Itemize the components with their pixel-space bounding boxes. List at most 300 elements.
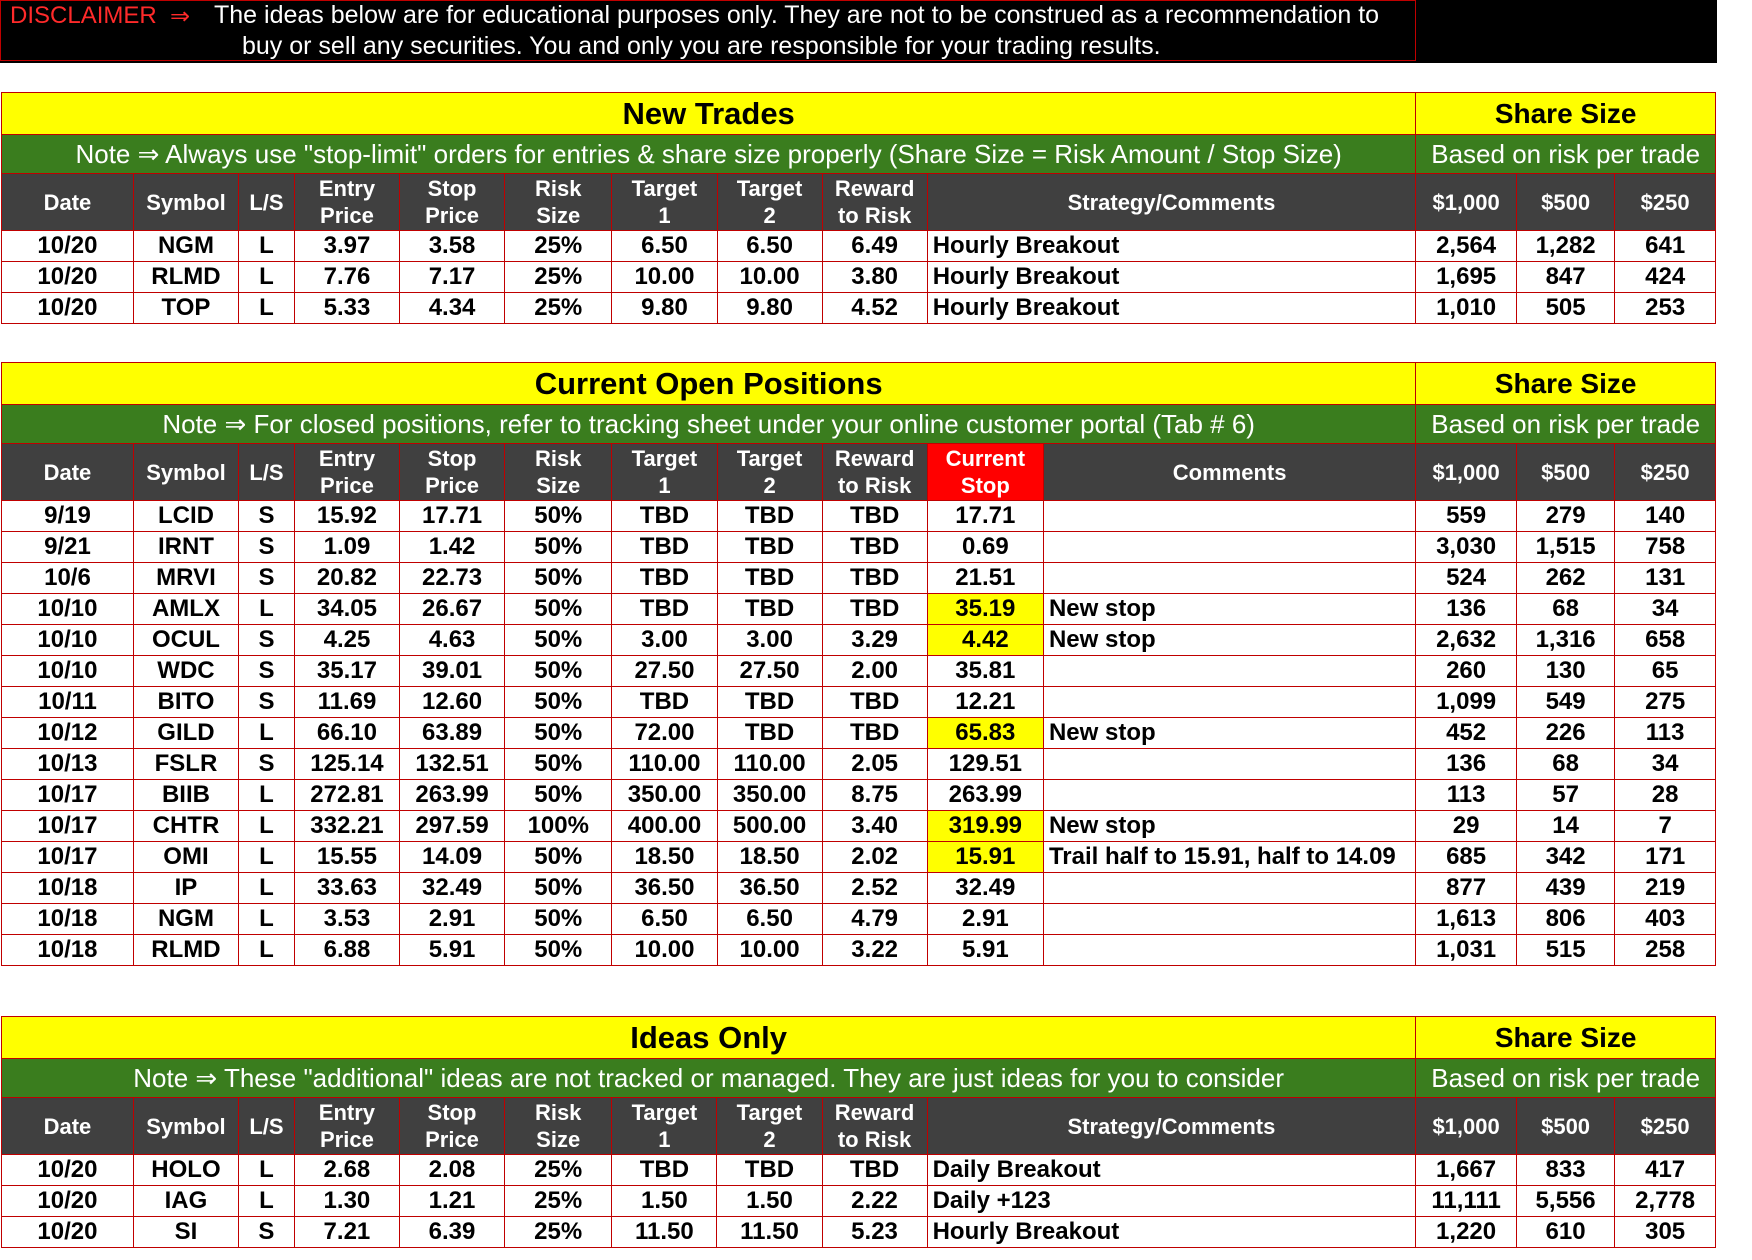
cell-date: 10/20 <box>2 231 134 262</box>
header-entry-price-line-1: Entry <box>318 1100 376 1125</box>
header-target-1-line-2: 1 <box>658 473 671 498</box>
disclaimer-bar <box>0 0 1717 63</box>
cell-comments: New stop <box>1043 625 1415 656</box>
cell-comments <box>1043 687 1415 718</box>
header-strategy-comments: Strategy/Comments <box>927 1098 1416 1155</box>
cell-shares-500: 342 <box>1516 842 1614 873</box>
cell-date: 10/20 <box>2 262 134 293</box>
header-current-stop-line-1: Current <box>945 446 1026 471</box>
cell-shares-250: 758 <box>1615 532 1716 563</box>
new-trades-note: Note ⇒ Always use "stop-limit" orders for entries & share size properly (Share Size = Risk Amount / Stop Size) <box>2 135 1416 174</box>
header-long-short: L/S <box>239 174 295 231</box>
cell-current-stop: 35.81 <box>927 656 1043 687</box>
cell-entry-price: 35.17 <box>294 656 399 687</box>
cell-risk-size: 50% <box>505 687 612 718</box>
cell-reward-to-risk: 4.79 <box>822 904 927 935</box>
cell-shares-1000: 1,010 <box>1416 293 1517 324</box>
header-reward-to-risk-line-2: to Risk <box>837 1127 912 1152</box>
cell-reward-to-risk: TBD <box>822 563 927 594</box>
header-target-1-line-2: 1 <box>658 1127 671 1152</box>
cell-reward-to-risk: TBD <box>822 594 927 625</box>
cell-stop-price: 3.58 <box>400 231 505 262</box>
cell-shares-250: 28 <box>1615 780 1716 811</box>
cell-entry-price: 4.25 <box>294 625 399 656</box>
cell-shares-1000: 559 <box>1416 501 1517 532</box>
header-date: Date <box>2 1098 134 1155</box>
cell-shares-250: 275 <box>1615 687 1716 718</box>
cell-entry-price: 20.82 <box>294 563 399 594</box>
share-size-title: Share Size <box>1416 93 1716 135</box>
cell-symbol: FSLR <box>133 749 238 780</box>
cell-entry-price: 6.88 <box>294 935 399 966</box>
cell-date: 10/20 <box>2 1155 134 1186</box>
cell-shares-500: 505 <box>1516 293 1614 324</box>
cell-target-2: TBD <box>717 563 822 594</box>
header-target-1-line-1: Target <box>631 176 698 201</box>
cell-target-2: 36.50 <box>717 873 822 904</box>
cell-reward-to-risk: 2.22 <box>822 1186 927 1217</box>
header-risk-size-line-1: Risk <box>534 1100 582 1125</box>
cell-risk-size: 50% <box>505 842 612 873</box>
cell-risk-size: 50% <box>505 904 612 935</box>
cell-risk-size: 50% <box>505 749 612 780</box>
header-reward-to-risk <box>822 444 927 501</box>
cell-symbol: IRNT <box>133 532 238 563</box>
cell-shares-500: 14 <box>1516 811 1614 842</box>
cell-risk-size: 25% <box>505 1217 612 1248</box>
cell-shares-1000: 3,030 <box>1416 532 1517 563</box>
header-target-2-line-1: Target <box>736 176 803 201</box>
share-size-title: Share Size <box>1416 363 1716 405</box>
cell-risk-size: 50% <box>505 563 612 594</box>
cell-long-short: L <box>239 718 295 749</box>
header-stop-price <box>400 444 505 501</box>
new-trades-title: New Trades <box>2 93 1416 135</box>
header-risk-size <box>505 1098 612 1155</box>
cell-date: 10/17 <box>2 811 134 842</box>
table-row <box>2 904 1716 935</box>
header-target-1 <box>612 174 717 231</box>
cell-shares-1000: 877 <box>1416 873 1517 904</box>
header-date: Date <box>2 444 134 501</box>
cell-risk-size: 50% <box>505 873 612 904</box>
cell-reward-to-risk: 6.49 <box>822 231 927 262</box>
ideas-only-note: Note ⇒ These "additional" ideas are not tracked or managed. They are just ideas for you to consider <box>2 1059 1416 1098</box>
cell-shares-1000: 1,031 <box>1416 935 1517 966</box>
ideas-only-table <box>1 1016 1716 1248</box>
cell-strategy-comments: Hourly Breakout <box>927 231 1416 262</box>
cell-reward-to-risk: 2.05 <box>822 749 927 780</box>
header-current-stop <box>927 444 1043 501</box>
header-entry-price <box>294 444 399 501</box>
cell-long-short: S <box>238 1217 294 1248</box>
cell-date: 10/6 <box>2 563 134 594</box>
cell-long-short: S <box>239 532 295 563</box>
cell-comments: New stop <box>1043 811 1415 842</box>
table-row <box>2 718 1716 749</box>
header-long-short: L/S <box>239 444 295 501</box>
cell-stop-price: 5.91 <box>400 935 505 966</box>
cell-date: 10/20 <box>2 1217 134 1248</box>
cell-target-2: 6.50 <box>717 904 822 935</box>
cell-shares-250: 171 <box>1615 842 1716 873</box>
cell-shares-500: 833 <box>1516 1155 1614 1186</box>
share-size-note: Based on risk per trade <box>1416 405 1716 444</box>
cell-target-2: TBD <box>717 1155 822 1186</box>
cell-current-stop: 0.69 <box>927 532 1043 563</box>
cell-target-2: TBD <box>717 718 822 749</box>
cell-long-short: S <box>239 501 295 532</box>
cell-reward-to-risk: 8.75 <box>822 780 927 811</box>
disclaimer-label: DISCLAIMER <box>10 2 157 29</box>
cell-stop-price: 7.17 <box>400 262 505 293</box>
open-positions-title: Current Open Positions <box>2 363 1416 405</box>
cell-stop-price: 22.73 <box>400 563 505 594</box>
header-risk-size-line-2: Size <box>536 1127 581 1152</box>
cell-date: 10/10 <box>2 656 134 687</box>
cell-target-2: 3.00 <box>717 625 822 656</box>
cell-long-short: L <box>238 1186 294 1217</box>
header-target-1 <box>612 1098 717 1155</box>
disclaimer-line-2: buy or sell any securities. You and only you are responsible for your trading results. <box>242 32 1161 60</box>
header-share-1000: $1,000 <box>1416 1098 1517 1155</box>
cell-strategy-comments: Hourly Breakout <box>927 1217 1416 1248</box>
cell-entry-price: 7.76 <box>294 262 399 293</box>
cell-current-stop: 4.42 <box>927 625 1043 656</box>
cell-shares-1000: 29 <box>1416 811 1517 842</box>
cell-shares-250: 641 <box>1615 231 1716 262</box>
header-symbol: Symbol <box>133 174 238 231</box>
header-stop-price-line-2: Price <box>425 473 479 498</box>
table-row <box>2 811 1716 842</box>
cell-reward-to-risk: 4.52 <box>822 293 927 324</box>
header-stop-price-line-2: Price <box>425 1127 479 1152</box>
header-share-250: $250 <box>1615 174 1716 231</box>
cell-symbol: SI <box>133 1217 238 1248</box>
cell-shares-500: 262 <box>1516 563 1614 594</box>
cell-risk-size: 25% <box>505 1186 612 1217</box>
cell-date: 10/10 <box>2 625 134 656</box>
cell-current-stop: 21.51 <box>927 563 1043 594</box>
cell-current-stop: 35.19 <box>927 594 1043 625</box>
cell-target-1: 6.50 <box>612 904 717 935</box>
cell-stop-price: 4.34 <box>400 293 505 324</box>
cell-long-short: S <box>239 687 295 718</box>
header-target-2 <box>717 1098 822 1155</box>
cell-target-1: 36.50 <box>612 873 717 904</box>
cell-target-2: TBD <box>717 594 822 625</box>
cell-symbol: IP <box>133 873 238 904</box>
cell-reward-to-risk: 2.52 <box>822 873 927 904</box>
open-positions-title-row <box>2 363 1716 405</box>
header-entry-price-line-1: Entry <box>318 446 376 471</box>
share-size-note: Based on risk per trade <box>1416 135 1716 174</box>
header-share-1000: $1,000 <box>1416 444 1517 501</box>
header-comments: Comments <box>1043 444 1415 501</box>
table-row <box>2 842 1716 873</box>
cell-reward-to-risk: TBD <box>822 532 927 563</box>
cell-stop-price: 26.67 <box>400 594 505 625</box>
cell-current-stop: 12.21 <box>927 687 1043 718</box>
cell-shares-1000: 1,695 <box>1416 262 1517 293</box>
cell-long-short: L <box>239 873 295 904</box>
cell-stop-price: 32.49 <box>400 873 505 904</box>
cell-target-1: TBD <box>612 1155 717 1186</box>
header-long-short: L/S <box>238 1098 294 1155</box>
cell-reward-to-risk: 2.02 <box>822 842 927 873</box>
cell-stop-price: 12.60 <box>400 687 505 718</box>
table-row <box>2 687 1716 718</box>
cell-shares-500: 549 <box>1516 687 1614 718</box>
cell-reward-to-risk: TBD <box>822 1155 927 1186</box>
cell-target-1: 400.00 <box>612 811 717 842</box>
header-target-2-line-1: Target <box>736 1100 803 1125</box>
cell-shares-1000: 1,667 <box>1416 1155 1517 1186</box>
cell-date: 10/11 <box>2 687 134 718</box>
cell-shares-500: 439 <box>1516 873 1614 904</box>
cell-target-2: TBD <box>717 501 822 532</box>
cell-current-stop: 2.91 <box>927 904 1043 935</box>
header-target-2-line-2: 2 <box>763 203 776 228</box>
cell-current-stop: 32.49 <box>927 873 1043 904</box>
header-target-1-line-1: Target <box>631 446 698 471</box>
cell-reward-to-risk: TBD <box>822 718 927 749</box>
cell-long-short: S <box>239 625 295 656</box>
cell-risk-size: 50% <box>505 501 612 532</box>
table-row <box>2 935 1716 966</box>
header-reward-to-risk-line-1: Reward <box>834 446 915 471</box>
cell-date: 10/18 <box>2 873 134 904</box>
cell-reward-to-risk: 3.29 <box>822 625 927 656</box>
arrow-icon: ⇒ <box>170 3 191 30</box>
header-reward-to-risk <box>822 1098 927 1155</box>
cell-target-1: TBD <box>612 501 717 532</box>
header-share-250: $250 <box>1615 1098 1716 1155</box>
new-trades-table <box>1 92 1716 324</box>
cell-shares-250: 65 <box>1615 656 1716 687</box>
cell-comments <box>1043 656 1415 687</box>
cell-reward-to-risk: 3.80 <box>822 262 927 293</box>
cell-date: 9/19 <box>2 501 134 532</box>
cell-long-short: S <box>239 656 295 687</box>
header-stop-price-line-1: Stop <box>427 1100 477 1125</box>
cell-shares-500: 515 <box>1516 935 1614 966</box>
cell-strategy-comments: Daily +123 <box>927 1186 1416 1217</box>
cell-risk-size: 50% <box>505 532 612 563</box>
cell-shares-1000: 524 <box>1416 563 1517 594</box>
header-share-500: $500 <box>1516 174 1614 231</box>
cell-shares-500: 1,316 <box>1516 625 1614 656</box>
open-positions-note: Note ⇒ For closed positions, refer to tracking sheet under your online customer portal (Tab # 6) <box>2 405 1416 444</box>
ideas-only-note-row <box>2 1059 1716 1098</box>
cell-target-1: 72.00 <box>612 718 717 749</box>
header-date: Date <box>2 174 134 231</box>
cell-shares-1000: 113 <box>1416 780 1517 811</box>
cell-shares-500: 5,556 <box>1516 1186 1614 1217</box>
cell-shares-1000: 136 <box>1416 594 1517 625</box>
cell-stop-price: 17.71 <box>400 501 505 532</box>
cell-shares-250: 403 <box>1615 904 1716 935</box>
cell-reward-to-risk: 3.22 <box>822 935 927 966</box>
cell-date: 10/17 <box>2 842 134 873</box>
cell-symbol: BIIB <box>133 780 238 811</box>
cell-target-2: 500.00 <box>717 811 822 842</box>
header-reward-to-risk-line-1: Reward <box>834 176 915 201</box>
cell-target-1: TBD <box>612 563 717 594</box>
cell-target-2: 11.50 <box>717 1217 822 1248</box>
header-risk-size-line-2: Size <box>536 203 581 228</box>
header-stop-price <box>399 1098 504 1155</box>
cell-symbol: TOP <box>133 293 238 324</box>
cell-shares-500: 610 <box>1516 1217 1614 1248</box>
header-target-2-line-1: Target <box>736 446 803 471</box>
cell-shares-1000: 2,564 <box>1416 231 1517 262</box>
header-share-250: $250 <box>1615 444 1716 501</box>
cell-shares-1000: 11,111 <box>1416 1186 1517 1217</box>
header-target-2 <box>717 174 822 231</box>
header-share-500: $500 <box>1516 444 1614 501</box>
cell-long-short: S <box>239 563 295 594</box>
cell-shares-250: 219 <box>1615 873 1716 904</box>
cell-stop-price: 297.59 <box>400 811 505 842</box>
cell-target-2: 10.00 <box>717 262 822 293</box>
cell-target-2: 9.80 <box>717 293 822 324</box>
cell-shares-500: 68 <box>1516 594 1614 625</box>
cell-long-short: L <box>239 811 295 842</box>
cell-reward-to-risk: TBD <box>822 501 927 532</box>
cell-long-short: L <box>239 231 295 262</box>
cell-date: 10/17 <box>2 780 134 811</box>
cell-symbol: AMLX <box>133 594 238 625</box>
cell-strategy-comments: Hourly Breakout <box>927 262 1416 293</box>
cell-symbol: NGM <box>133 904 238 935</box>
header-stop-price <box>400 174 505 231</box>
cell-target-1: 10.00 <box>612 935 717 966</box>
cell-entry-price: 2.68 <box>294 1155 399 1186</box>
cell-symbol: HOLO <box>133 1155 238 1186</box>
cell-target-1: TBD <box>612 532 717 563</box>
cell-target-2: 18.50 <box>717 842 822 873</box>
cell-shares-250: 258 <box>1615 935 1716 966</box>
table-row <box>2 501 1716 532</box>
cell-long-short: L <box>239 293 295 324</box>
cell-comments <box>1043 563 1415 594</box>
cell-date: 10/20 <box>2 293 134 324</box>
cell-shares-250: 424 <box>1615 262 1716 293</box>
table-row <box>2 231 1716 262</box>
header-stop-price-line-1: Stop <box>427 446 477 471</box>
cell-symbol: MRVI <box>133 563 238 594</box>
cell-shares-250: 417 <box>1615 1155 1716 1186</box>
cell-date: 10/13 <box>2 749 134 780</box>
cell-current-stop: 65.83 <box>927 718 1043 749</box>
table-row <box>2 1186 1716 1217</box>
cell-risk-size: 25% <box>505 1155 612 1186</box>
cell-target-2: 110.00 <box>717 749 822 780</box>
cell-symbol: LCID <box>133 501 238 532</box>
header-current-stop-line-2: Stop <box>960 473 1010 498</box>
cell-shares-250: 140 <box>1615 501 1716 532</box>
header-reward-to-risk-line-2: to Risk <box>837 203 912 228</box>
cell-shares-250: 253 <box>1615 293 1716 324</box>
cell-stop-price: 1.42 <box>400 532 505 563</box>
header-target-2 <box>717 444 822 501</box>
cell-entry-price: 3.97 <box>294 231 399 262</box>
cell-long-short: L <box>239 262 295 293</box>
cell-shares-500: 130 <box>1516 656 1614 687</box>
table-row <box>2 780 1716 811</box>
header-stop-price-line-2: Price <box>425 203 479 228</box>
cell-comments: Trail half to 15.91, half to 14.09 <box>1043 842 1415 873</box>
cell-entry-price: 1.09 <box>294 532 399 563</box>
cell-shares-500: 279 <box>1516 501 1614 532</box>
cell-shares-500: 806 <box>1516 904 1614 935</box>
cell-long-short: L <box>239 842 295 873</box>
cell-target-1: 350.00 <box>612 780 717 811</box>
cell-shares-1000: 1,613 <box>1416 904 1517 935</box>
cell-risk-size: 50% <box>505 594 612 625</box>
header-risk-size-line-1: Risk <box>535 176 582 201</box>
header-share-1000: $1,000 <box>1416 174 1517 231</box>
cell-target-1: 27.50 <box>612 656 717 687</box>
header-share-500: $500 <box>1516 1098 1614 1155</box>
cell-reward-to-risk: 2.00 <box>822 656 927 687</box>
cell-target-1: 110.00 <box>612 749 717 780</box>
cell-target-2: TBD <box>717 687 822 718</box>
cell-current-stop: 319.99 <box>927 811 1043 842</box>
cell-shares-1000: 1,099 <box>1416 687 1517 718</box>
cell-risk-size: 50% <box>505 935 612 966</box>
cell-entry-price: 272.81 <box>294 780 399 811</box>
header-target-1-line-2: 1 <box>658 203 671 228</box>
cell-entry-price: 34.05 <box>294 594 399 625</box>
header-risk-size-line-1: Risk <box>535 446 582 471</box>
cell-stop-price: 4.63 <box>400 625 505 656</box>
cell-shares-1000: 260 <box>1416 656 1517 687</box>
cell-strategy-comments: Daily Breakout <box>927 1155 1416 1186</box>
column-header-row <box>2 444 1716 501</box>
column-header-row <box>2 174 1716 231</box>
cell-target-1: 18.50 <box>612 842 717 873</box>
cell-shares-500: 57 <box>1516 780 1614 811</box>
cell-long-short: L <box>239 594 295 625</box>
cell-reward-to-risk: 3.40 <box>822 811 927 842</box>
header-reward-to-risk-line-2: to Risk <box>837 473 912 498</box>
cell-current-stop: 5.91 <box>927 935 1043 966</box>
cell-current-stop: 263.99 <box>927 780 1043 811</box>
cell-risk-size: 25% <box>505 293 612 324</box>
header-target-2-line-2: 2 <box>763 473 776 498</box>
cell-entry-price: 15.55 <box>294 842 399 873</box>
header-target-2-line-2: 2 <box>763 1127 776 1152</box>
cell-comments: New stop <box>1043 718 1415 749</box>
cell-long-short: L <box>239 935 295 966</box>
new-trades-note-row <box>2 135 1716 174</box>
share-size-note: Based on risk per trade <box>1416 1059 1716 1098</box>
cell-entry-price: 125.14 <box>294 749 399 780</box>
cell-risk-size: 50% <box>505 718 612 749</box>
cell-shares-250: 7 <box>1615 811 1716 842</box>
cell-stop-price: 132.51 <box>400 749 505 780</box>
cell-current-stop: 17.71 <box>927 501 1043 532</box>
cell-shares-1000: 2,632 <box>1416 625 1517 656</box>
cell-entry-price: 5.33 <box>294 293 399 324</box>
table-row <box>2 1155 1716 1186</box>
cell-entry-price: 3.53 <box>294 904 399 935</box>
cell-shares-250: 658 <box>1615 625 1716 656</box>
cell-date: 10/18 <box>2 904 134 935</box>
header-reward-to-risk <box>822 174 927 231</box>
